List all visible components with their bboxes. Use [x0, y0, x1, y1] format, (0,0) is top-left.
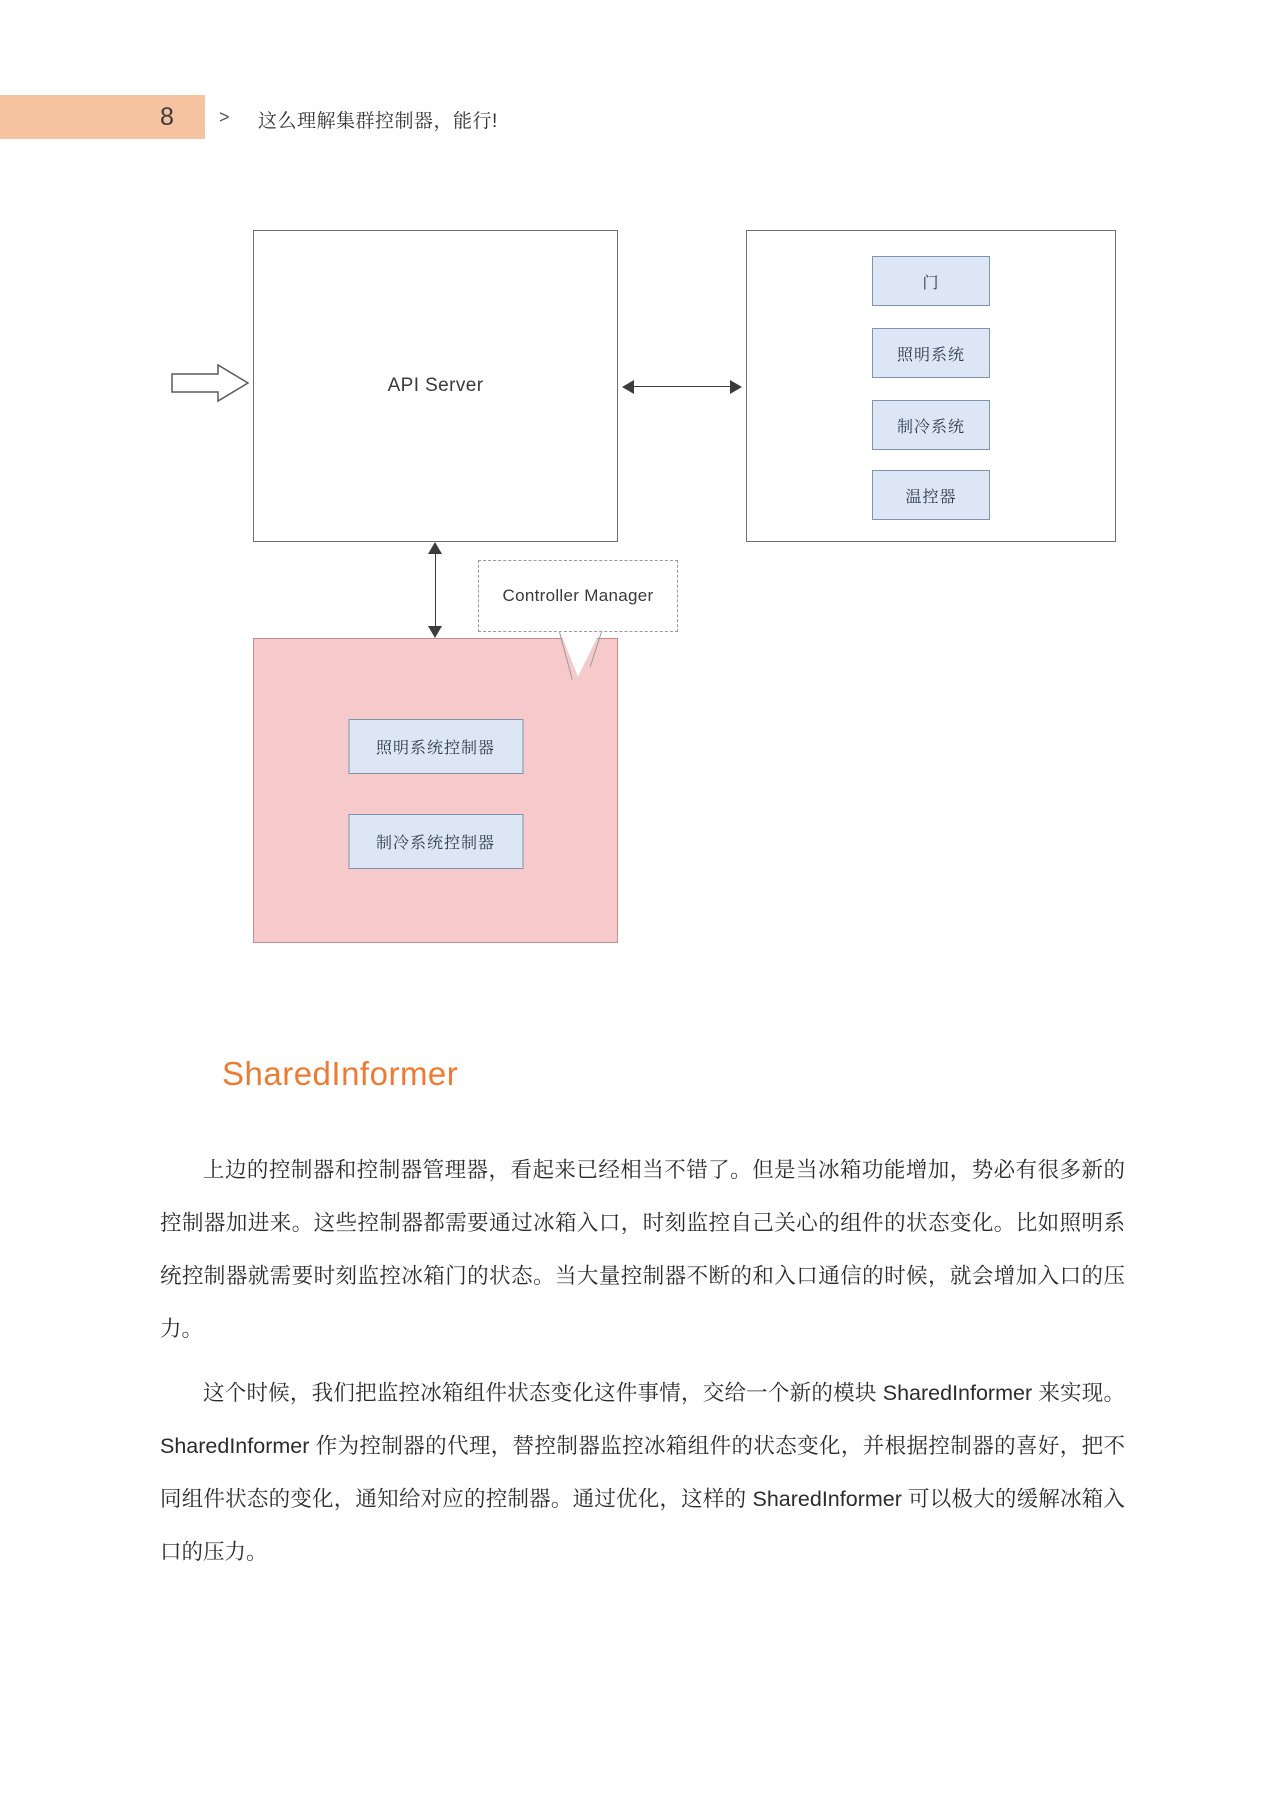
component-chip: 温控器: [872, 470, 990, 520]
connector-api-controllers: [435, 554, 436, 626]
controller-chip: 照明系统控制器: [348, 719, 523, 774]
body-paragraph: 这个时候，我们把监控冰箱组件状态变化这件事情，交给一个新的模块 SharedInformer 来实现。SharedInformer 作为控制器的代理，替控制器监控冰箱组件的状态变化，并根据控制器的喜好，把不同组件状态的变化，通知给对应的控制器。通过优化，这样的 SharedInformer 可以极大的缓解冰箱入口的压力。: [160, 1380, 1125, 1564]
section-heading: SharedInformer: [222, 1055, 459, 1092]
arrow-to-api-server-up: [428, 542, 442, 554]
fridge-components-panel: [746, 230, 1116, 542]
api-server-label: API Server: [387, 375, 484, 396]
component-chip: 照明系统: [872, 328, 990, 378]
controller-chip: 制冷系统控制器: [348, 814, 523, 869]
arrow-to-api-server: [622, 380, 634, 394]
chapter-title: 这么理解集群控制器，能行!: [258, 111, 498, 132]
component-chip: 制冷系统: [872, 400, 990, 450]
arrow-to-controllers-down: [428, 626, 442, 638]
api-server-box: [253, 230, 618, 542]
component-chip: 门: [872, 256, 990, 306]
controller-manager-region: [253, 638, 618, 943]
connector-api-devices: [634, 386, 730, 387]
entry-arrow-icon: [170, 363, 250, 403]
arrow-to-devices: [730, 380, 742, 394]
breadcrumb-separator: >: [219, 107, 230, 127]
page-number: 8: [160, 103, 175, 131]
controller-manager-callout: Controller Manager: [478, 560, 678, 632]
architecture-diagram: [0, 200, 1285, 880]
page-header: [0, 95, 1285, 139]
body-paragraph: 上边的控制器和控制器管理器，看起来已经相当不错了。但是当冰箱功能增加，势必有很多新的控制器加进来。这些控制器都需要通过冰箱入口，时刻监控自己关心的组件的状态变化。比如照明系统控制器就需要时刻监控冰箱门的状态。当大量控制器不断的和入口通信的时候，就会增加入口的压力。: [160, 1157, 1125, 1341]
